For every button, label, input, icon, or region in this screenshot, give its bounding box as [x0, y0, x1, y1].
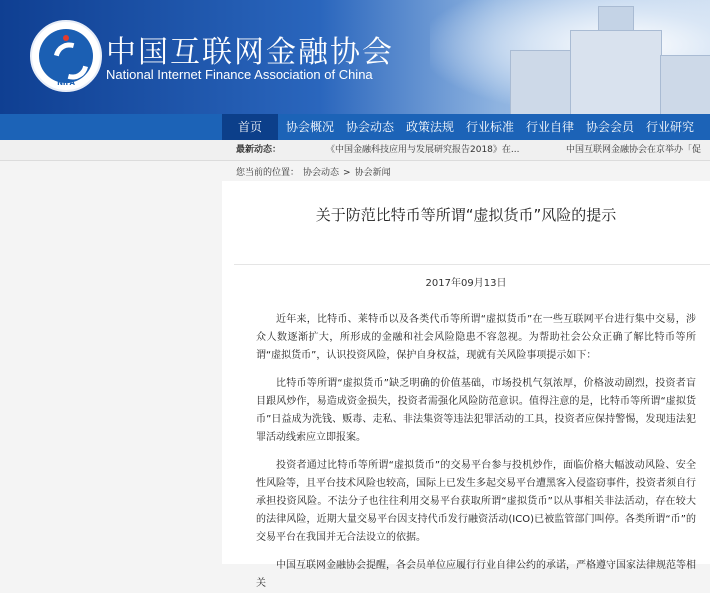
nav-item-home[interactable]: 首页 [222, 114, 278, 140]
ticker-item-2[interactable]: 中国互联网金融协会在京举办「促 [566, 145, 702, 155]
site-title-en: National Internet Finance Association of China [106, 67, 373, 82]
article-date: 2017年09月13日 [425, 278, 507, 289]
nav-item-news[interactable]: 协会动态 [345, 120, 394, 134]
logo-emblem-icon [39, 29, 93, 83]
article-paragraph-1: 近年来，比特币、莱特币以及各类代币等所谓“虚拟货币”在一些互联网平台进行集中交易，涉众人数逐渐扩大，所形成的金融和社会风险隐患不容忽视。为帮助社会公众正确了解比特币等所谓“虚拟货币”，认识投资风险，保护自身权益，现就有关风险事项提示如下： [256, 314, 696, 361]
breadcrumb-level2[interactable]: 协会新闻 [354, 168, 391, 178]
logo-dot-icon [63, 35, 69, 41]
breadcrumb-level1[interactable]: 协会动态 [303, 168, 340, 178]
nav-item-policy[interactable]: 政策法规 [405, 120, 454, 134]
nav-item-members[interactable]: 协会会员 [585, 120, 634, 134]
ticker-item-1[interactable]: 《中国金融科技应用与发展研究报告2018》在... [326, 145, 520, 155]
main-nav [0, 114, 710, 140]
nav-item-standards[interactable]: 行业标准 [465, 120, 514, 134]
article-panel [222, 181, 710, 589]
article-paragraph-4: 中国互联网金融协会提醒，各会员单位应履行行业自律公约的承诺，严格遵守国家法律规范等相关 [256, 560, 696, 589]
breadcrumb [236, 164, 395, 182]
breadcrumb-prefix: 您当前的位置： [236, 168, 300, 178]
nifa-logo[interactable] [30, 20, 102, 92]
header-banner [0, 0, 710, 114]
logo-text: NIFA [57, 79, 75, 87]
nav-item-research[interactable]: 行业研究 [645, 120, 694, 134]
building-left [510, 50, 572, 114]
breadcrumb-sep: > [343, 168, 351, 178]
nav-item-selfregulation[interactable]: 行业自律 [525, 120, 574, 134]
site-title-cn: 中国互联网金融协会 [106, 35, 394, 70]
news-ticker [0, 140, 710, 161]
article-title: 关于防范比特币等所谓“虚拟货币”风险的提示 [315, 206, 617, 224]
article-paragraph-3: 投资者通过比特币等所谓“虚拟货币”的交易平台参与投机炒作，面临价格大幅波动风险、安全性风险等，且平台技术风险也较高，国际上已发生多起交易平台遭黑客入侵盗窃事件，投资者须自行承担投资风险。不法分子也往往利用交易平台获取所谓“虚拟货币”以从事相关非法活动，存在较大的法律风险，近期大量交易平台因支持代币发行融资活动(ICO)已被监管部门叫停。各类所谓“币”的交易平台在我国并无合法设立的依据。 [256, 460, 696, 543]
building-main [570, 30, 662, 114]
title-divider [234, 264, 710, 265]
ticker-label: 最新动态： [236, 145, 282, 155]
building-right [660, 55, 710, 114]
article-paragraph-2: 比特币等所谓“虚拟货币”缺乏明确的价值基础，市场投机气氛浓厚，价格波动剧烈，投资者盲目跟风炒作，易造成资金损失，投资者需强化风险防范意识。值得注意的是，比特币等所谓“虚拟货币”日益成为洗钱、贩毒、走私、非法集资等违法犯罪活动的工具，投资者应保持警惕，发现违法犯罪活动线索应立即报案。 [256, 378, 696, 443]
nav-item-about[interactable]: 协会概况 [285, 120, 334, 134]
